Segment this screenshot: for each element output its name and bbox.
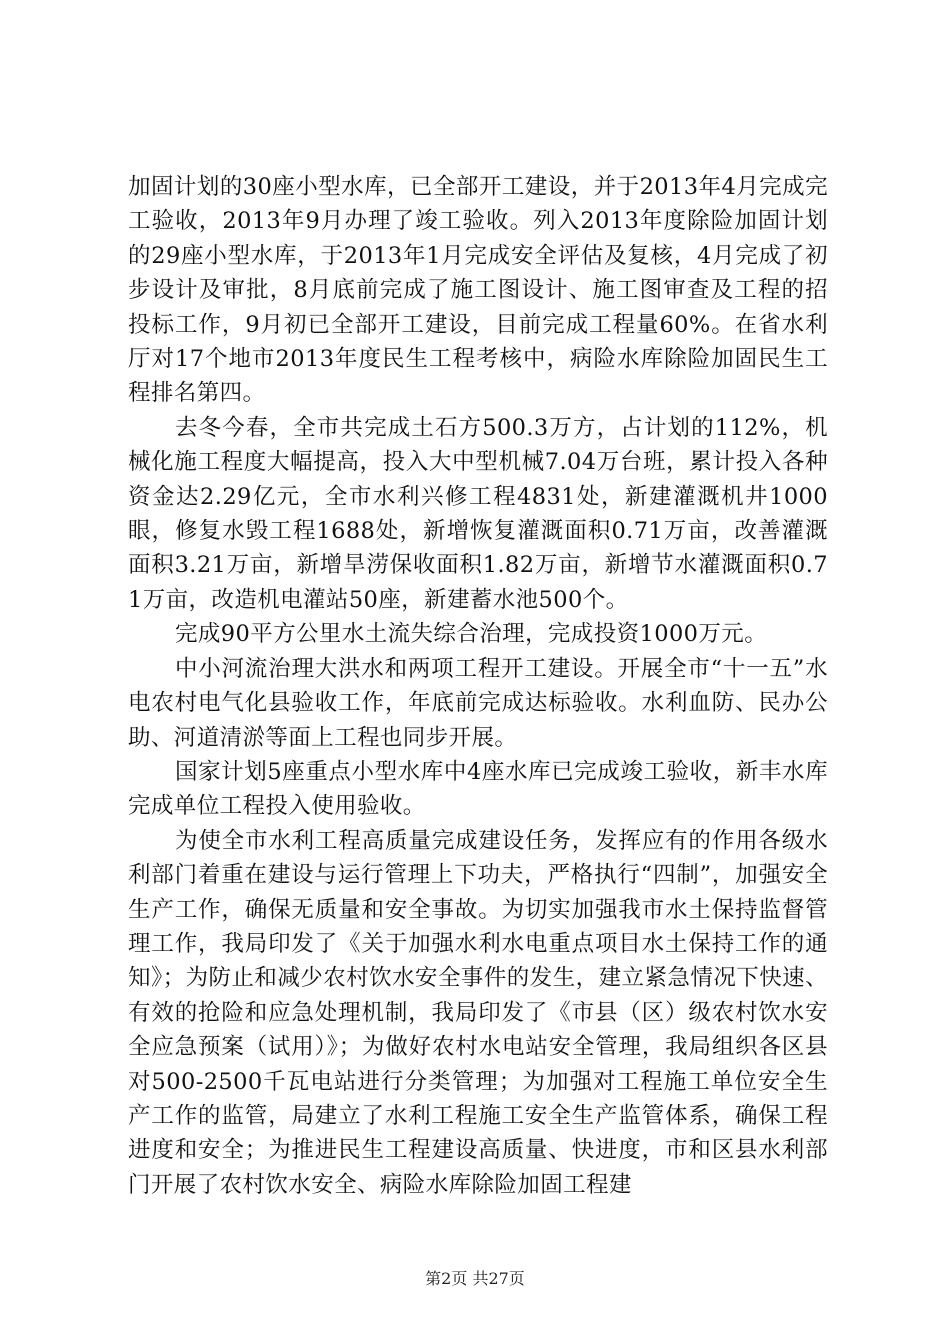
paragraph-2: 去冬今春，全市共完成土石方500.3万方，占计划的112%，机械化施工程度大幅提高，投入大中型机械7.04万台班，累计投入各种资金达2.29亿元，全市水利兴修工程4831处，新建灌溉机井1000眼，修复水毁工程1688处，新增恢复灌溉面积0.71万亩，改善灌溉面积3.21万亩，新增旱涝保收面积1.82万亩，新增节水灌溉面积0.71万亩，改造机电灌站50座，新建蓄水池500个。 [128, 414, 828, 613]
paragraph-5: 国家计划5座重点小型水库中4座水库已完成竣工验收，新丰水库完成单位工程投入使用验收。 [128, 758, 828, 820]
paragraph-4: 中小河流治理大洪水和两项工程开工建设。开展全市“十一五”水电农村电气化县验收工作，年底前完成达标验收。水利血防、民办公助、河道清淤等面上工程也同步开展。 [128, 655, 828, 751]
paragraph-3: 完成90平方公里水土流失综合治理，完成投资1000万元。 [175, 621, 768, 648]
paragraph-1: 加固计划的30座小型水库，已全部开工建设，并于2013年4月完成完工验收，2013年9月办理了竣工验收。列入2013年度除险加固计划的29座小型水库，于2013年1月完成安全评估及复核，4月完成了初步设计及审批，8月底前完成了施工图设计、施工图审查及工程的招投标工作，9月初已全部开工建设，目前完成工程量60%。在省水利厅对17个地市2013年度民生工程考核中，病险水库除险加固民生工程排名第四。 [128, 174, 828, 407]
document-body [128, 170, 828, 1202]
paragraph-6: 为使全市水利工程高质量完成建设任务，发挥应有的作用各级水利部门着重在建设与运行管理上下功夫，严格执行“四制”，加强安全生产工作，确保无质量和安全事故。为切实加强我市水土保持监督管理工作，我局印发了《关于加强水利水电重点项目水土保持工作的通知》；为防止和减少农村饮水安全事件的发生，建立紧急情况下快速、有效的抢险和应急处理机制，我局印发了《市县（区）级农村饮水安全应急预案（试用）》；为做好农村水电站安全管理，我局组织各区县对500-2500千瓦电站进行分类管理；为加强对工程施工单位安全生产工作的监管，局建立了水利工程施工安全生产监管体系，确保工程进度和安全；为推进民生工程建设高质量、快进度，市和区县水利部门开展了农村饮水安全、病险水库除险加固工程建 [128, 827, 828, 1198]
page-number-footer: 第2页 共27页 [425, 1269, 525, 1288]
